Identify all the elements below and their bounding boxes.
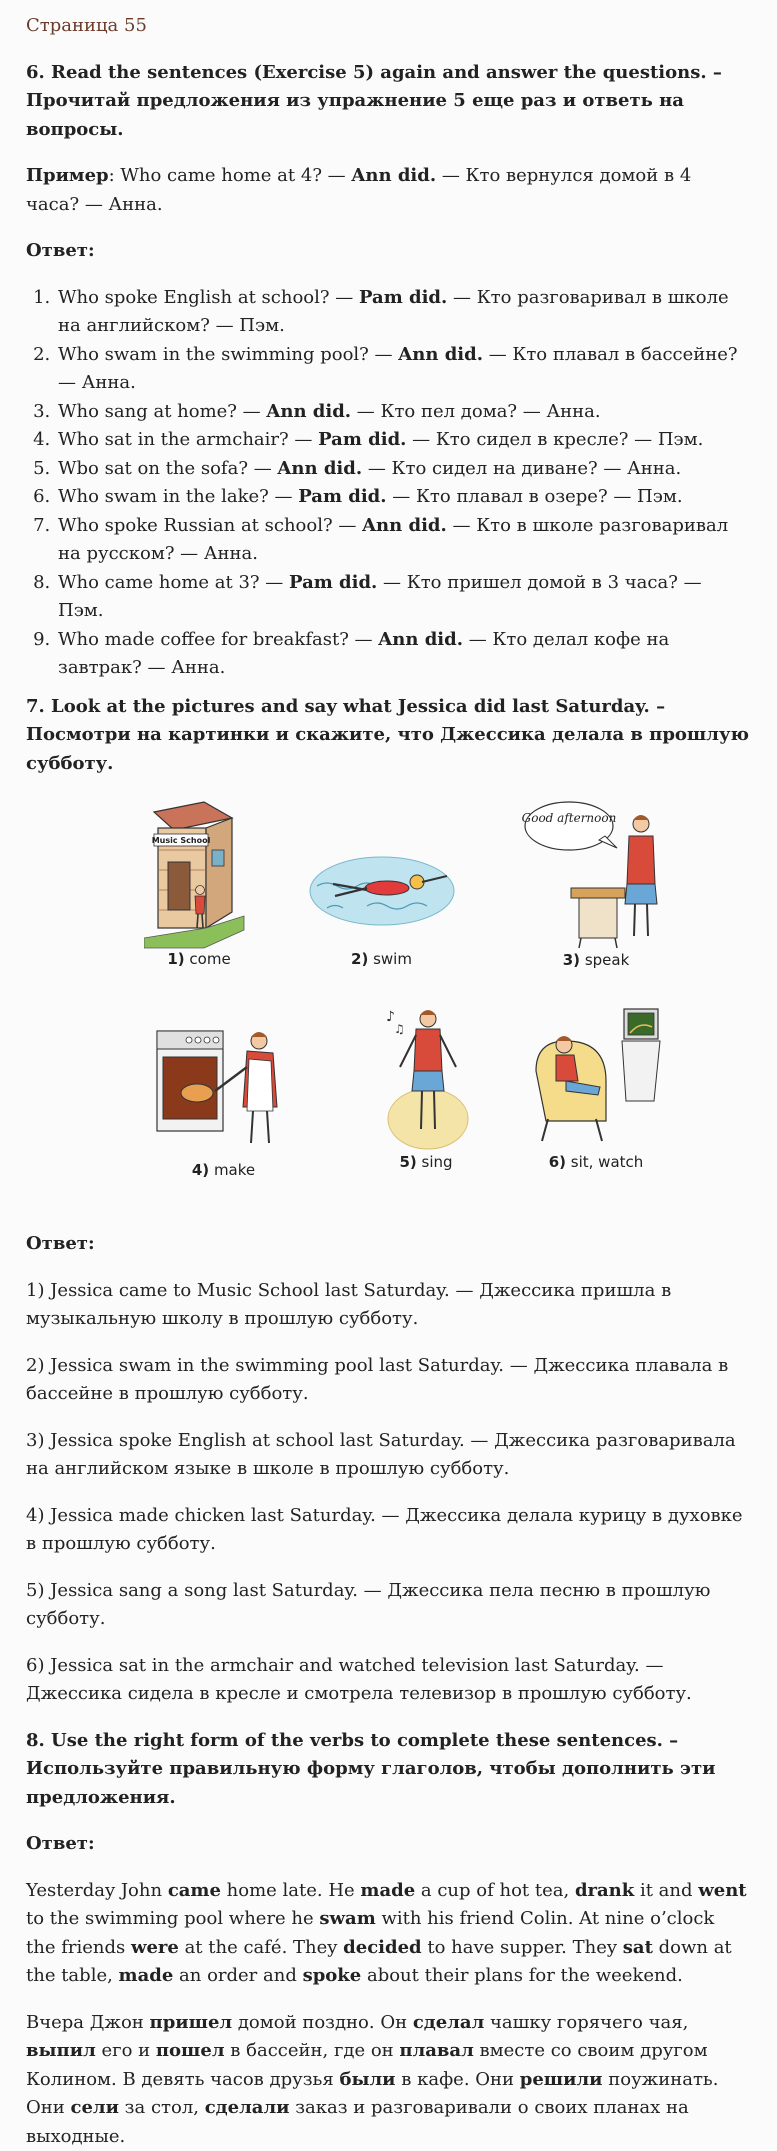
text-run: an order and [173,1965,302,1986]
question: Who made coffee for breakfast? — [58,629,378,650]
verb-answer: came [168,1880,221,1901]
caption-verb: sing [422,1153,453,1171]
answer-label: Ответ: [26,240,95,261]
verb-answer: сделал [413,2012,484,2033]
verb-answer: пошел [156,2040,225,2061]
verb-answer: сели [70,2097,118,2118]
cooking-illustration [149,1011,299,1151]
verb-answer: решили [520,2069,603,2090]
verb-answer: были [339,2069,395,2090]
armchair-tv-illustration [526,1001,666,1151]
translation: — Кто делал кофе на завтрак? — Анна. [58,629,669,679]
question: Wbo sat on the sofa? — [58,458,277,479]
verb-answer: went [698,1880,746,1901]
list-item [56,455,749,484]
exercise-7-answer-3: 3) Jessica spoke English at school last Saturday. — Джессика разговаривала на английском языке в школе в прошлую субботу. [26,1427,749,1484]
caption-number: 5) [399,1153,416,1171]
picture-come [134,800,264,968]
exercise-6-answer-label [26,237,749,266]
translation: — Кто пел дома? — Анна. [351,401,601,422]
verb-answer: swam [319,1908,375,1929]
exercise-8-russian-text [26,2009,749,2151]
picture-swim [304,836,459,968]
caption-come [134,950,264,968]
caption-speak [521,951,671,969]
exercise-6-answers [26,284,749,683]
exercise-8-heading: 8. Use the right form of the verbs to complete these sentences. – Используйте правильную форму глаголов, чтобы дополнить эти предложения. [26,1727,749,1813]
list-item [56,398,749,427]
text-run: at the café. They [179,1937,343,1958]
exercise-7-answer-label [26,1230,749,1259]
list-item [56,341,749,398]
text-run: about their plans for the weekend. [361,1965,683,1986]
answer: Pam did. [298,486,386,507]
example-answer: Ann did. [351,165,436,186]
verb-answer: плавал [399,2040,473,2061]
swimming-illustration [307,836,457,936]
list-item [56,426,749,455]
answer: Pam did. [359,287,447,308]
text-run: в бассейн, где он [225,2040,400,2061]
exercise-8-answer-label [26,1830,749,1859]
picture-speak [521,796,671,969]
text-run: чашку горячего чая, [484,2012,688,2033]
picture-sit-watch [521,1001,671,1171]
text-run: Yesterday John [26,1880,168,1901]
music-school-illustration [144,800,254,950]
svg-text:♫: ♫ [394,1022,405,1036]
caption-verb: speak [585,951,629,969]
answer: Ann did. [398,344,483,365]
text-run: Вчера Джон [26,2012,150,2033]
list-item [56,284,749,341]
caption-verb: come [189,950,230,968]
sign-text: Music School [152,836,211,845]
exercise-7-answer-2: 2) Jessica swam in the swimming pool last Saturday. — Джессика плавала в бассейне в прошлую субботу. [26,1352,749,1409]
verb-answer: were [131,1937,179,1958]
svg-text:♪: ♪ [386,1009,395,1025]
verb-answer: сделали [205,2097,290,2118]
verb-answer: made [360,1880,415,1901]
exercise-7-pictures [26,796,749,1216]
exercise-6-heading: 6. Read the sentences (Exercise 5) again and answer the questions. – Прочитай предложения из упражнение 5 еще раз и ответь на вопросы. [26,59,749,145]
text-run: home late. He [221,1880,360,1901]
exercise-8-english-text [26,1877,749,1991]
question: Who swam in the swimming pool? — [58,344,398,365]
answer-label: Ответ: [26,1233,95,1254]
translation: — Кто разговаривал в школе на английском? — Пэм. [58,287,729,337]
text-run: заказ и разговаривали о своих планах на выходные. [26,2097,689,2147]
text-run: в кафе. Они [396,2069,520,2090]
exercise-7-answer-6: 6) Jessica sat in the armchair and watched television last Saturday. — Джессика сидела в кресле и смотрела телевизор в прошлую субботу. [26,1652,749,1709]
picture-sing [371,1001,481,1171]
list-item [56,569,749,626]
answer: Ann did. [277,458,362,479]
translation: — Кто сидел на диване? — Анна. [362,458,681,479]
list-item [56,512,749,569]
answer: Ann did. [266,401,351,422]
caption-sing [371,1153,481,1171]
translation: — Кто в школе разговаривал на русском? — Анна. [58,515,728,565]
example-translation: — Кто вернулся домой в 4 часа? — Анна. [26,165,691,215]
verb-answer: decided [343,1937,421,1958]
question: Who swam in the lake? — [58,486,298,507]
text-run: with his friend Colin. At nine o’clock the friends [26,1908,714,1958]
exercise-7-answer-1: 1) Jessica came to Music School last Saturday. — Джессика пришла в музыкальную школу в прошлую субботу. [26,1277,749,1334]
text-run: его и [96,2040,156,2061]
text-run: to the swimming pool where he [26,1908,319,1929]
text-run: поужинать. Они [26,2069,718,2119]
answer: Pam did. [318,429,406,450]
singing-illustration [376,1001,476,1151]
verb-answer: пришел [150,2012,233,2033]
caption-number: 3) [563,951,580,969]
caption-verb: swim [373,950,412,968]
list-item [56,626,749,683]
question: Who sang at home? — [58,401,266,422]
translation: — Кто пришел домой в 3 часа? — Пэм. [58,572,702,622]
verb-answer: выпил [26,2040,96,2061]
question: Who spoke Russian at school? — [58,515,362,536]
verb-answer: sat [623,1937,653,1958]
answer: Pam did. [289,572,377,593]
answer: Ann did. [362,515,447,536]
exercise-6-example [26,162,749,219]
picture-make [146,1011,301,1179]
caption-number: 6) [549,1153,566,1171]
caption-verb: make [214,1161,255,1179]
question: Who sat in the armchair? — [58,429,318,450]
greeting-illustration [521,796,671,951]
text-run: домой поздно. Он [232,2012,413,2033]
exercise-7-heading: 7. Look at the pictures and say what Jessica did last Saturday. – Посмотри на картинки и скажите, что Джессика делала в прошлую субботу. [26,693,749,779]
answer: Ann did. [378,629,463,650]
example-question: : Who came home at 4? — [109,165,352,186]
text-run: за стол, [119,2097,205,2118]
caption-verb: sit, watch [571,1153,644,1171]
example-label: Пример [26,165,109,186]
text-run: a cup of hot tea, [415,1880,575,1901]
translation: — Кто плавал в озере? — Пэм. [387,486,683,507]
verb-answer: spoke [303,1965,362,1986]
speech-bubble-text: Good afternoon [522,811,617,825]
answer-label: Ответ: [26,1833,95,1854]
question: Who came home at 3? — [58,572,289,593]
caption-number: 1) [167,950,184,968]
page-number: Страница 55 [26,12,749,41]
question: Who spoke English at school? — [58,287,359,308]
caption-swim [304,950,459,968]
text-run: to have supper. They [422,1937,623,1958]
caption-make [146,1161,301,1179]
verb-answer: drank [575,1880,634,1901]
exercise-7-answer-4: 4) Jessica made chicken last Saturday. — Джессика делала курицу в духовке в прошлую субботу. [26,1502,749,1559]
caption-number: 4) [192,1161,209,1179]
text-run: вместе со своим другом Колином. В девять часов друзья [26,2040,708,2090]
verb-answer: made [119,1965,174,1986]
caption-number: 2) [351,950,368,968]
translation: — Кто плавал в бассейне? — Анна. [58,344,738,394]
caption-sit-watch [521,1153,671,1171]
translation: — Кто сидел в кресле? — Пэм. [406,429,703,450]
list-item [56,483,749,512]
text-run: down at the table, [26,1937,732,1987]
text-run: it and [634,1880,698,1901]
exercise-7-answer-5: 5) Jessica sang a song last Saturday. — Джессика пела песню в прошлую субботу. [26,1577,749,1634]
